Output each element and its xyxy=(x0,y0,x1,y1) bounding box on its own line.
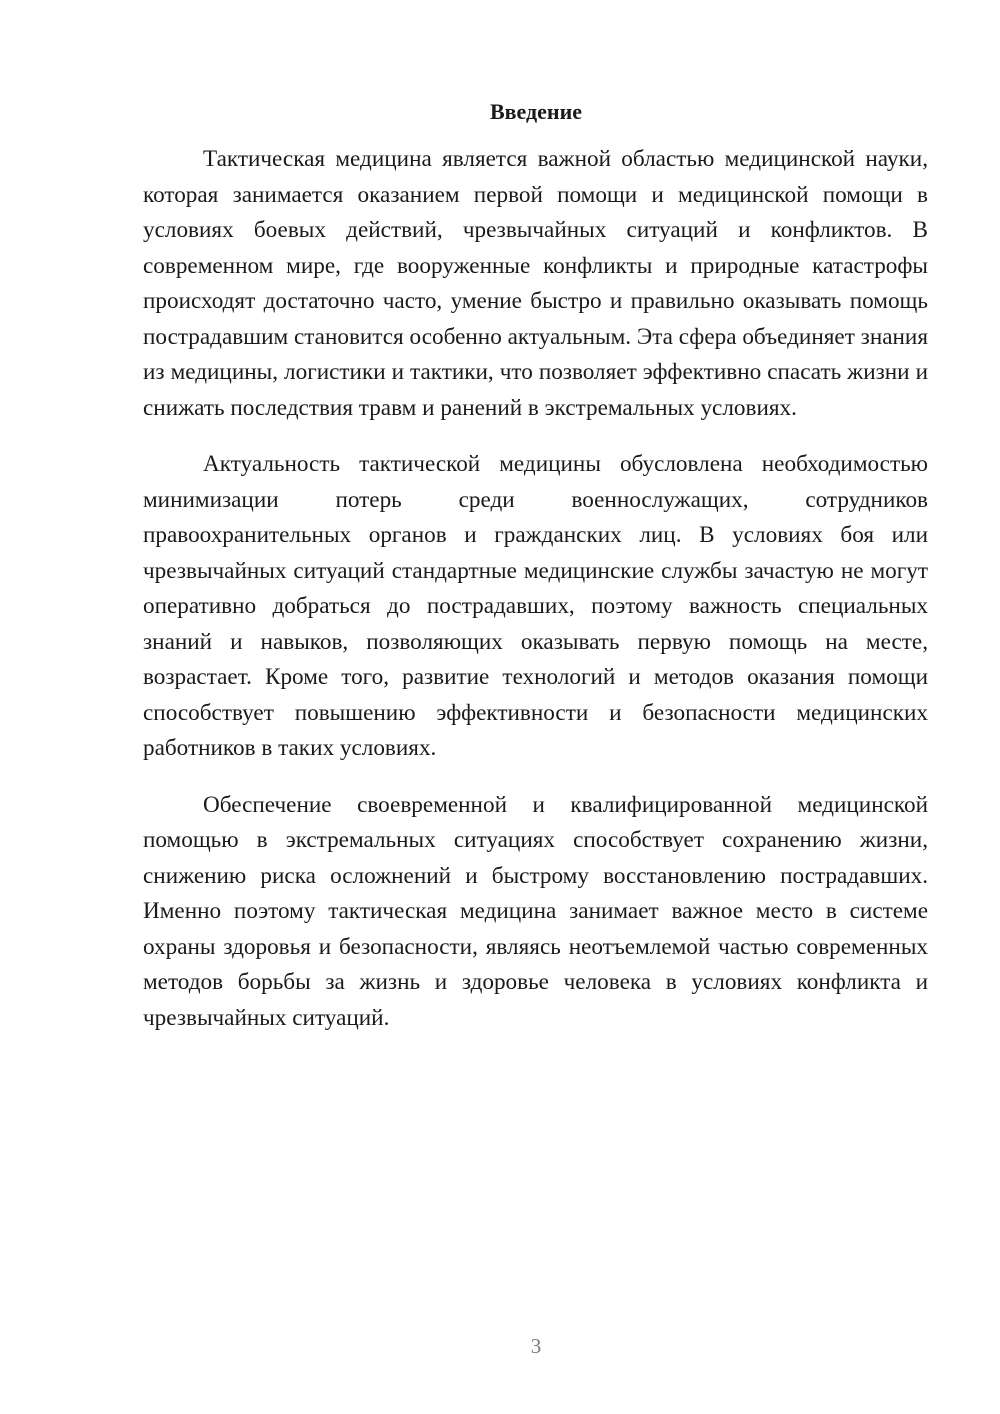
page-number: 3 xyxy=(530,1334,542,1358)
body-text xyxy=(143,142,928,1057)
section-heading: Введение xyxy=(489,99,583,124)
paragraph-3: Обеспечение своевременной и квалифицированной медицинской помощью в экстремальных ситуациях способствует сохранению жизни, снижению риска осложнений и быстрому восстановлению пострадавших. Именно поэтому тактическая медицина занимает важное место в системе охраны здоровья и безопасности, являясь неотъемлемой частью современных методов борьбы за жизнь и здоровье человека в условиях конфликта и чрезвычайных ситуаций. xyxy=(143,791,928,1031)
paragraph-1: Тактическая медицина является важной областью медицинской науки, которая занимается оказанием первой помощи и медицинской помощи в условиях боевых действий, чрезвычайных ситуаций и конфликтов. В современном мире, где вооруженные конфликты и природные катастрофы происходят достаточно часто, умение быстро и правильно оказывать помощь пострадавшим становится особенно актуальным. Эта сфера объединяет знания из медицины, логистики и тактики, что позволяет эффективно спасать жизни и снижать последствия травм и ранений в экстремальных условиях. xyxy=(143,146,928,421)
paragraph-2: Актуальность тактической медицины обусловлена необходимостью минимизации потерь среди военнослужащих, сотрудников правоохранительных органов и гражданских лиц. В условиях боя или чрезвычайных ситуаций стандартные медицинские службы зачастую не могут оперативно добраться до пострадавших, поэтому важность специальных знаний и навыков, позволяющих оказывать первую помощь на месте, возрастает. Кроме того, развитие технологий и методов оказания помощи способствует повышению эффективности и безопасности медицинских работников в таких условиях. xyxy=(143,451,928,761)
